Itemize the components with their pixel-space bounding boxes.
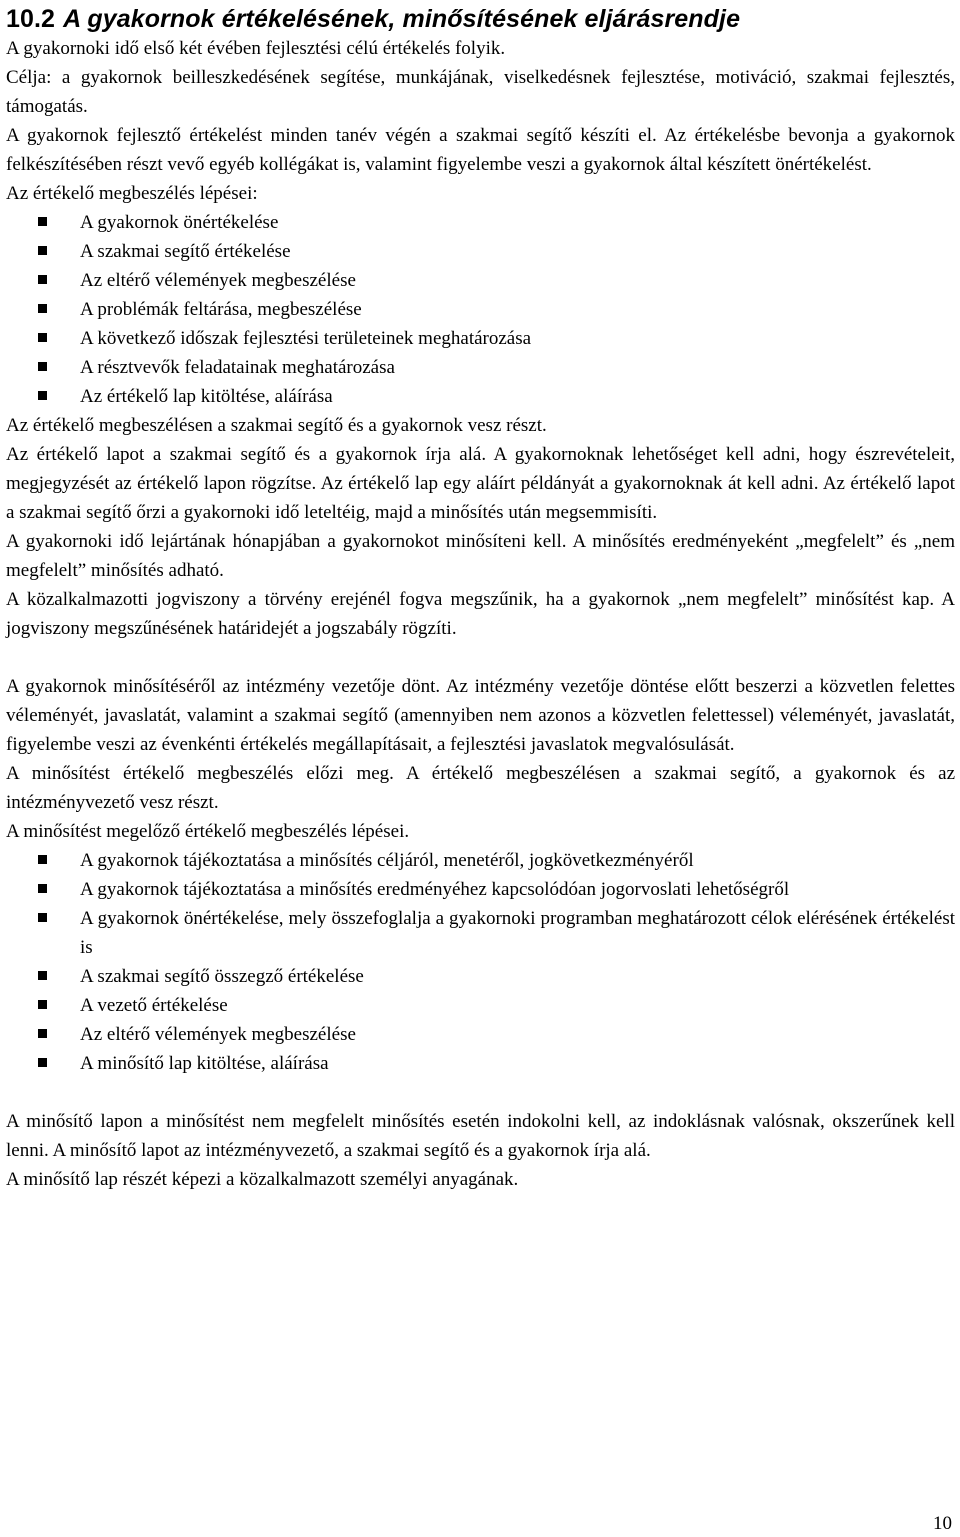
paragraph-gap	[6, 643, 955, 672]
list-item: Az eltérő vélemények megbeszélése	[6, 266, 955, 295]
qualification-steps-list	[6, 846, 955, 1078]
square-bullet-icon	[38, 246, 47, 255]
list-item: Az eltérő vélemények megbeszélése	[6, 1020, 955, 1049]
square-bullet-icon	[38, 855, 47, 864]
list-item: A gyakornok tájékoztatása a minősítés céljáról, menetéről, jogkövetkezményéről	[6, 846, 955, 875]
square-bullet-icon	[38, 304, 47, 313]
steps-heading-1: Az értékelő megbeszélés lépései:	[6, 183, 258, 204]
square-bullet-icon	[38, 333, 47, 342]
square-bullet-icon	[38, 1058, 47, 1067]
square-bullet-icon	[38, 217, 47, 226]
intro-paragraph-2: Célja: a gyakornok beilleszkedésének segítése, munkájának, viselkedésnek fejlesztése, motiváció, szakmai fejlesztés, támogatás.	[6, 67, 955, 117]
section1-paragraph-4: A közalkalmazotti jogviszony a törvény erejénél fogva megszűnik, ha a gyakornok „nem megfelelt” minősítést kap. A jogviszony megszűnésének határidejét a jogszabály rögzíti.	[6, 589, 955, 639]
list-item: A szakmai segítő összegző értékelése	[6, 962, 955, 991]
section3-paragraph-2: A minősítő lap részét képezi a közalkalmazott személyi anyagának.	[6, 1169, 519, 1190]
paragraph-gap	[6, 1078, 955, 1107]
list-item: A résztvevők feladatainak meghatározása	[6, 353, 955, 382]
section-title: A gyakornok értékelésének, minősítésének eljárásrendje	[63, 5, 741, 33]
list-item: Az értékelő lap kitöltése, aláírása	[6, 382, 955, 411]
page-number: 10	[933, 1513, 952, 1534]
list-item: A gyakornok önértékelése	[6, 208, 955, 237]
section-heading	[6, 0, 955, 34]
section3-paragraph-1: A minősítő lapon a minősítést nem megfelelt minősítés esetén indokolni kell, az indoklásnak valósnak, okszerűnek kell lenni. A minősítő lapot az intézményvezető, a szakmai segítő és a gyakornok írja alá.	[6, 1111, 955, 1161]
intro-paragraph-1: A gyakornoki idő első két évében fejlesztési célú értékelés folyik.	[6, 38, 506, 59]
section2-paragraph-2: A minősítést értékelő megbeszélés előzi meg. A értékelő megbeszélésen a szakmai segítő, a gyakornok és az intézményvezető vesz részt.	[6, 763, 955, 813]
evaluation-steps-list	[6, 208, 955, 411]
list-item: A problémák feltárása, megbeszélése	[6, 295, 955, 324]
section2-paragraph-1: A gyakornok minősítéséről az intézmény vezetője dönt. Az intézmény vezetője döntése előtt beszerzi a közvetlen felettes véleményét, javaslatát, valamint a szakmai segítő (amennyiben nem azonos a közvetlen felettessel) véleményét, javaslatát, figyelembe veszi az évenkénti értékelés megállapításait, a fejlesztési javaslatok megvalósulását.	[6, 676, 955, 755]
square-bullet-icon	[38, 391, 47, 400]
document-page	[6, 0, 955, 1194]
list-item: A vezető értékelése	[6, 991, 955, 1020]
square-bullet-icon	[38, 971, 47, 980]
square-bullet-icon	[38, 362, 47, 371]
intro-paragraph-3: A gyakornok fejlesztő értékelést minden tanév végén a szakmai segítő készíti el. Az értékelésbe bevonja a gyakornok felkészítésében részt vevő egyéb kollégákat is, valamint figyelembe veszi a gyakornok által készített önértékelést.	[6, 125, 955, 175]
square-bullet-icon	[38, 275, 47, 284]
steps-heading-2: A minősítést megelőző értékelő megbeszélés lépései.	[6, 821, 410, 842]
square-bullet-icon	[38, 1029, 47, 1038]
list-item: A gyakornok önértékelése, mely összefoglalja a gyakornoki programban meghatározott célok elérésének értékelést is	[6, 904, 955, 962]
list-item: A gyakornok tájékoztatása a minősítés eredményéhez kapcsolódóan jogorvoslati lehetőségről	[6, 875, 955, 904]
section1-paragraph-2: Az értékelő lapot a szakmai segítő és a gyakornok írja alá. A gyakornoknak lehetőséget kell adni, hogy észrevételeit, megjegyzését az értékelő lapon rögzítse. Az értékelő lap egy aláírt példányát a gyakornoknak át kell adni. Az értékelő lapot a szakmai segítő őrzi a gyakornoki idő leteltéig, majd a minősítés után megsemmisíti.	[6, 444, 955, 523]
section1-paragraph-3: A gyakornoki idő lejártának hónapjában a gyakornokot minősíteni kell. A minősítés eredményeként „megfelelt” és „nem megfelelt” minősítés adható.	[6, 531, 955, 581]
list-item: A következő időszak fejlesztési területeinek meghatározása	[6, 324, 955, 353]
square-bullet-icon	[38, 1000, 47, 1009]
section-number: 10.2	[6, 5, 56, 33]
square-bullet-icon	[38, 913, 47, 922]
list-item: A szakmai segítő értékelése	[6, 237, 955, 266]
square-bullet-icon	[38, 884, 47, 893]
list-item: A minősítő lap kitöltése, aláírása	[6, 1049, 955, 1078]
section1-paragraph-1: Az értékelő megbeszélésen a szakmai segítő és a gyakornok vesz részt.	[6, 415, 547, 436]
